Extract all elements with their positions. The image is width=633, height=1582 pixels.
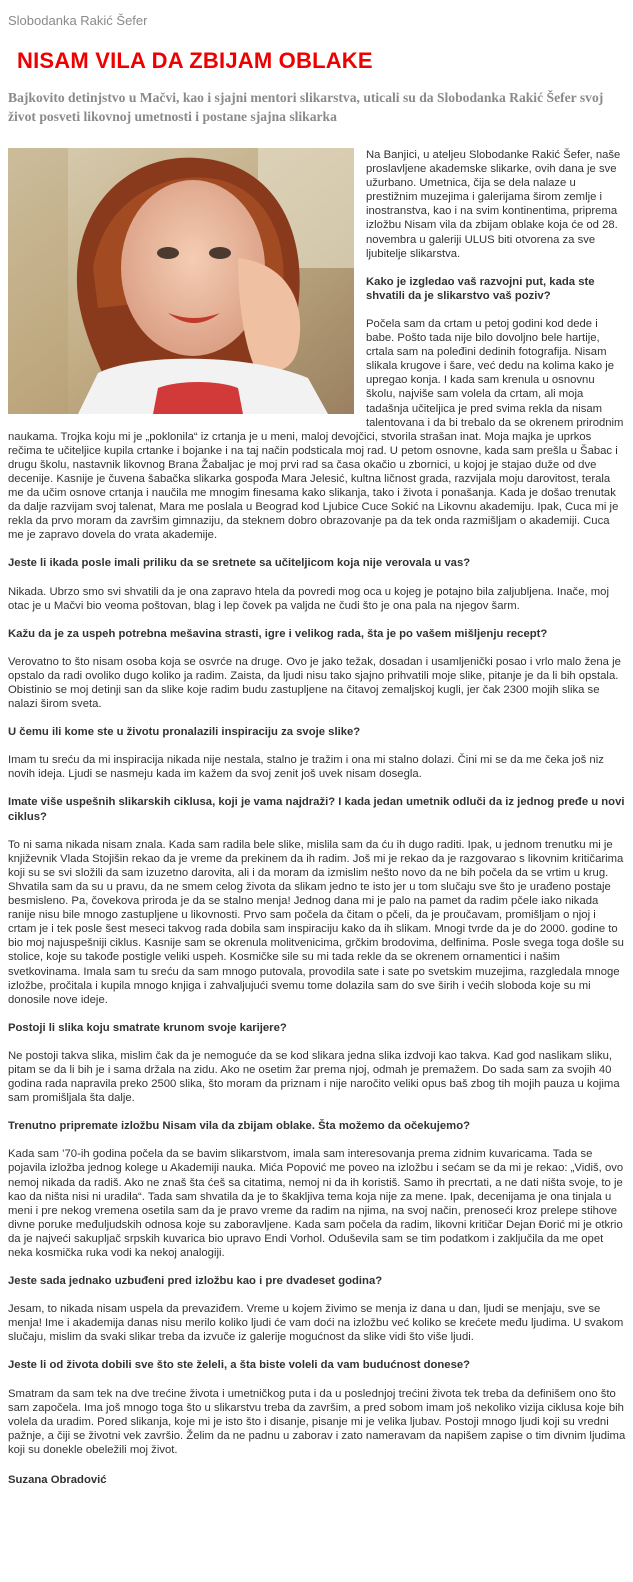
article-author: Suzana Obradović [8, 1474, 107, 1487]
article-title: NISAM VILA DA ZBIJAM OBLAKE [17, 48, 373, 73]
interview-answer: Ne postoji takva slika, mislim čak da je nemoguće da se kod slikara jedna slika izdvoji kao takva. Kad god naslikam sliku, pitam se da li bih je i sama držala na zidu. Ako ne osetim žar prema njoj, odmah je premažem. Do sada sam za svojih 40 godina rada napravila preko 2500 slika, što moram da priznam i nije naročito veliki opus baš zbog tih mojih pauza u kojima sam promišljala šta dalje. [8, 1049, 620, 1105]
interview-answer: Smatram da sam tek na dve trećine života i umetničkog puta i da u poslednjoj trećini života tek treba da definišem ono što sam započela. Ima još mnogo toga što u slikarstvu treba da završim, a pred sobom imam još nekoliko vizija ciklusa koje bih volela da uradim. Pored slikanja, koje mi je isto što i disanje, pisanje mi je velika ljubav. Postoji mnogo ljudi koji su vredni pažnje, a čiji se životni vek završio. Želim da ne padnu u zaborav i zato nameravam da napišem zapise o tim divnim ljudima koji su donekle obeležili moj život. [8, 1387, 626, 1456]
interview-question: Kako je izgledao vaš razvojni put, kada ste shvatili da je slikarstvo vaš poziv? [366, 275, 595, 302]
byline: Slobodanka Rakić Šefer [8, 13, 148, 28]
interview-question: Imate više uspešnih slikarskih ciklusa, koji je vama najdraži? I kada jedan umetnik odluči da iz jednog pređe u novi ciklus? [8, 796, 625, 823]
interview-question: Postoji li slika koju smatrate krunom svoje karijere? [8, 1021, 287, 1034]
interview-question: Jeste sada jednako uzbuđeni pred izložbu kao i pre dvadeset godina? [8, 1275, 383, 1288]
interview-answer: Počela sam da crtam u petoj godini kod dede i babe. Pošto tada nije bilo dovoljno bele hartije, crtala sam na poleđini dedinih fotografija. Nisam slikala krugove i šare, već dedu na kolima kako je upregao konja. I kada sam krenula u osnovnu školu, najviše sam volela da crtam, ali moja tadašnja učiteljica je pred svima rekla da nisam talentovana i da bi trebalo da se okrenem prirodnim naukama. Trojka koju mi je „poklonila“ iz crtanja je u meni, maloj devojčici, stvorila strašan inat. Moja majka je uprkos rečima te učiteljice kupila crtanke i bojanke i na taj način podsticala moj rad. U petom osnovne, kada sam prešla u Šabac i drugu školu, nastavnik likovnog Brana Žabaljac je moj prvi rad sa časa okačio u zbornici, u kojoj je stajao duže od dve decenije. Kasnije je čuvena šabačka slikarka gospođa Mara Jelesić, kultna ličnost grada, razvijala moju darovitost, terala me da učim osnove crtanja i naučila me mnogim finesama kako slikanja, tako i života i ponašanja. Kada je došao trenutak da dalje razvijam svoj talenat, Mara me poslala u Beograd kod Ljubice Cuce Sokić na Likovnu akademiju. Ipak, Cuca mi je rekla da prvo moram da završim gimnaziju, da steknem dobro obrazovanje pa da tek onda razmišljam o akademiji. Cuca me je zapravo dovela do vrata akademije. [8, 317, 624, 542]
interview-question: Kažu da je za uspeh potrebna mešavina strasti, igre i velikog rada, šta je po vašem mišljenju recept? [8, 627, 548, 640]
article-lead: Bajkovito detinjstvo u Mačvi, kao i sjajni mentori slikarstva, uticali su da Slobodanka Rakić Šefer svoj život posveti likovnoj umetnosti i postane sjajna slikarka [8, 90, 604, 124]
interview-answer: Nikada. Ubrzo smo svi shvatili da je ona zapravo htela da povredi mog oca u kojeg je potajno bila zaljubljena. Inače, moj otac je u Mačvi bio veoma poštovan, blag i lep čovek pa valjda ne čudi što je ona pala na njegov šarm. [8, 585, 609, 612]
interview-question: Jeste li ikada posle imali priliku da se sretnete sa učiteljicom koja nije verovala u vas? [8, 557, 471, 570]
interview-question: U čemu ili kome ste u životu pronalazili inspiraciju za svoje slike? [8, 726, 361, 739]
interview-question: Trenutno pripremate izložbu Nisam vila da zbijam oblake. Šta možemo da očekujemo? [8, 1120, 471, 1133]
interview-answer: Jesam, to nikada nisam uspela da prevaziđem. Vreme u kojem živimo se menja iz dana u dan, ljudi se menjaju, sve se menja! Ime i akademija danas nisu merilo koliko ljudi će vam doći na izložbu već koliko se krećete među ljudima. U svakom slučaju, mislim da svaki slikar treba da izvuče iz galerije mogućnost da slike vidi što više ljudi. [8, 1303, 624, 1344]
interview-answer: Na Banjici, u ateljeu Slobodanke Rakić Šefer, naše proslavljene akademske slikarke, ovih dana je sve užurbano. Umetnica, čija se dela nalaze u prestižnim muzejima i galerijama širom zemlje i inostranstva, kao i na svim kontinentima, priprema izložbu Nisam vila da zbijam oblake koja će od 28. novembra u galeriji ULUS biti otvorena za sve ljubitelje slikarstva. [366, 149, 621, 260]
interview-answer: Imam tu sreću da mi inspiracija nikada nije nestala, stalno je tražim i ona mi stalno dolazi. Čini mi se da me čeka još niz novih ideja. Ljudi se nasmeju kada im kažem da svoj zenit još uvek nisam dosegla. [8, 754, 604, 781]
portrait-photo [8, 148, 354, 414]
interview-answer: Verovatno to što nisam osoba koja se osvrće na druge. Ovo je jako težak, dosadan i usamljenički posao i vrlo malo žena je opstalo da radi ovoliko dugo koliko ja radim. Zaista, da ljudi nisu tako sjajno prihvatili moje slike, pitanje je da li bih opstala. Obistinio se moj detinji san da slike koje radim budu zastupljene na čitavoj zemaljskoj kugli, jer čak 2300 mojih slika se nalazi širom sveta. [8, 655, 621, 711]
interview-answer: To ni sama nikada nisam znala. Kada sam radila bele slike, mislila sam da ću ih dugo raditi. Ipak, u jednom trenutku mi je književnik Vlada Stojišin rekao da je vreme da prekinem da ih radim. Još mi je rekao da je razgovarao s likovnim kritičarima koji su se svi složili da sam izuzetno darovita, ali i da moram da izmislim nešto novo da ne bih počela da se vrtim u krug. Shvatila sam da su u pravu, da ne smem celog života da slikam jedno te isto jer u tom slučaju sve što je urađeno postaje besmisleno. Pa, čovekova priroda je da se stalno menja! Jednog dana mi je palo na pamet da radim pčele iako nikada ranije nisu bile mnogo zastupljene u likovnosti. Prvo sam počela da čitam o pčeli, da je proučavam, promišljam o njoj i crtam je i tek posle šest meseci takvog rada dobila sam inspiraciju kako da ih slikam. Mnogi tvrde da je do 2000. godine to bio moj najuspešniji ciklus. Kasnije sam se okrenula molitvenicima, grčkim brodovima, delfinima. Posle svega toga došle su stolice, koje su takođe postigle veliki uspeh. Kosmičke sile su mi tada rekle da se okrenem ornamentici i našim svetkovinama. Imala sam tu sreću da sam mnogo putovala, provodila sate i sate po svetskim muzejima, razgledala mnoge izložbe, pročitala i kupila mnogo knjiga i zahvaljujući svemu tome dolazila sam do sve širih i većih sloboda koje su mi donosile nove ideje. [8, 838, 624, 1006]
article-body [8, 148, 626, 1487]
interview-question: Jeste li od života dobili sve što ste želeli, a šta biste voleli da vam budućnost donese? [8, 1359, 471, 1372]
interview-answer: Kada sam ’70-ih godina počela da se bavim slikarstvom, imala sam interesovanja prema zidnim kuvaricama. Tada se pojavila izložba jednog kolege u Akademiji nauka. Mića Popović me poveo na izložbu i sećam se da mi je rekao: „Vidiš, ovo nemoj nikada da radiš. Ako ne znaš šta ćeš sa citatima, nemoj ni da ih koristiš. Samo ih precrtati, a ne dati ništa svoje, to je kao da ništa nisi ni uradila“. Tada sam shvatila da je to škakljiva tema koja nije za mene. Ipak, decenijama je ona tinjala u meni i pre nekog vremena osetila sam da je pravo vreme da radim na njima, na svoj način, prenoseći kroz prelepe stihove divne poruke međuljudskih odnosa koje su zaboravljene. Kada sam počela da radim, likovni kritičar Dejan Đorić mi je otkrio da je najveći sakupljač srpskih kuvarica bio upravo Endi Vorhol. Oduševila sam se tim podatkom i zaključila da me opet neka kosmička ruka vodi ka nekoj analogiji. [8, 1148, 624, 1259]
